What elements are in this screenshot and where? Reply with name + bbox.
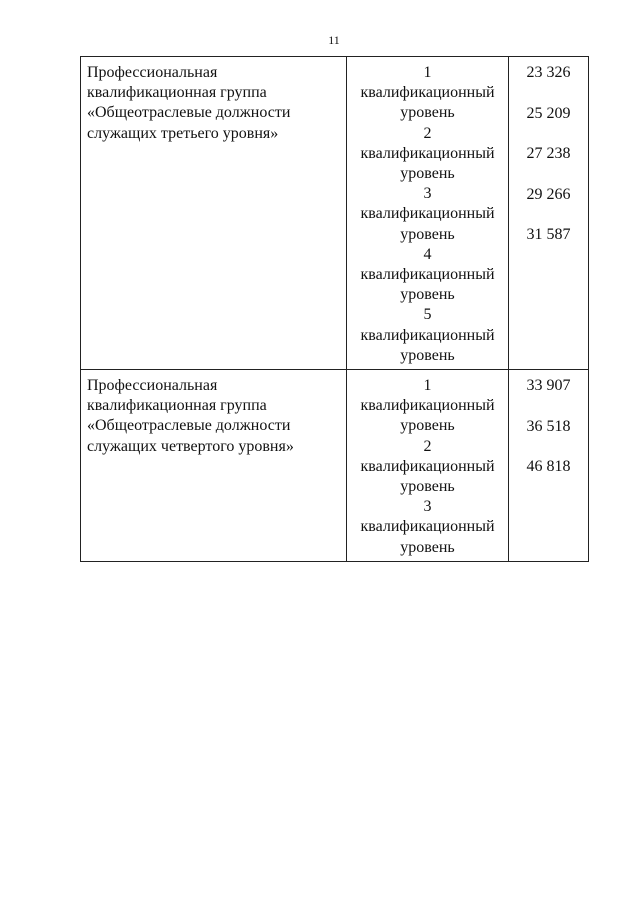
group-name: Профессиональная квалификационная группа «Общеотраслевые должности служащих третьего уровня» — [81, 57, 347, 370]
level-label: квалификационный уровень — [360, 144, 495, 183]
salary-value: 46 818 — [526, 458, 571, 476]
level-label: квалификационный уровень — [360, 518, 495, 556]
level-label: квалификационный уровень — [360, 266, 495, 304]
level-label: квалификационный уровень — [360, 397, 495, 435]
level-number: 5 — [423, 306, 432, 324]
salary-value: 31 587 — [526, 226, 571, 244]
level-number: 4 — [423, 245, 432, 263]
salary-values — [509, 370, 589, 562]
level-label: квалификационный уровень — [360, 326, 495, 364]
level-number: 1 — [423, 377, 432, 395]
salary-value: 36 518 — [526, 417, 571, 435]
level-number: 2 — [423, 437, 432, 455]
qualification-levels — [347, 370, 509, 562]
salary-value: 23 326 — [526, 64, 571, 81]
table-row — [81, 370, 589, 562]
qualification-levels — [347, 57, 509, 370]
level-label: квалификационный уровень — [360, 457, 495, 496]
level-number: 3 — [423, 498, 432, 516]
salary-value: 33 907 — [526, 377, 571, 395]
salary-values — [509, 57, 589, 370]
salary-table — [80, 56, 589, 562]
group-name: Профессиональная квалификационная группа «Общеотраслевые должности служащих четвертого уровня» — [81, 370, 347, 562]
level-number: 2 — [423, 124, 432, 142]
table-row — [81, 57, 589, 370]
level-label: квалификационный уровень — [360, 84, 495, 122]
level-number: 3 — [423, 185, 432, 203]
level-number: 1 — [423, 64, 432, 81]
salary-value: 29 266 — [526, 185, 571, 203]
page-number: 11 — [328, 33, 340, 47]
salary-value: 25 209 — [526, 104, 571, 122]
level-label: квалификационный уровень — [360, 205, 495, 243]
salary-value: 27 238 — [526, 145, 571, 163]
